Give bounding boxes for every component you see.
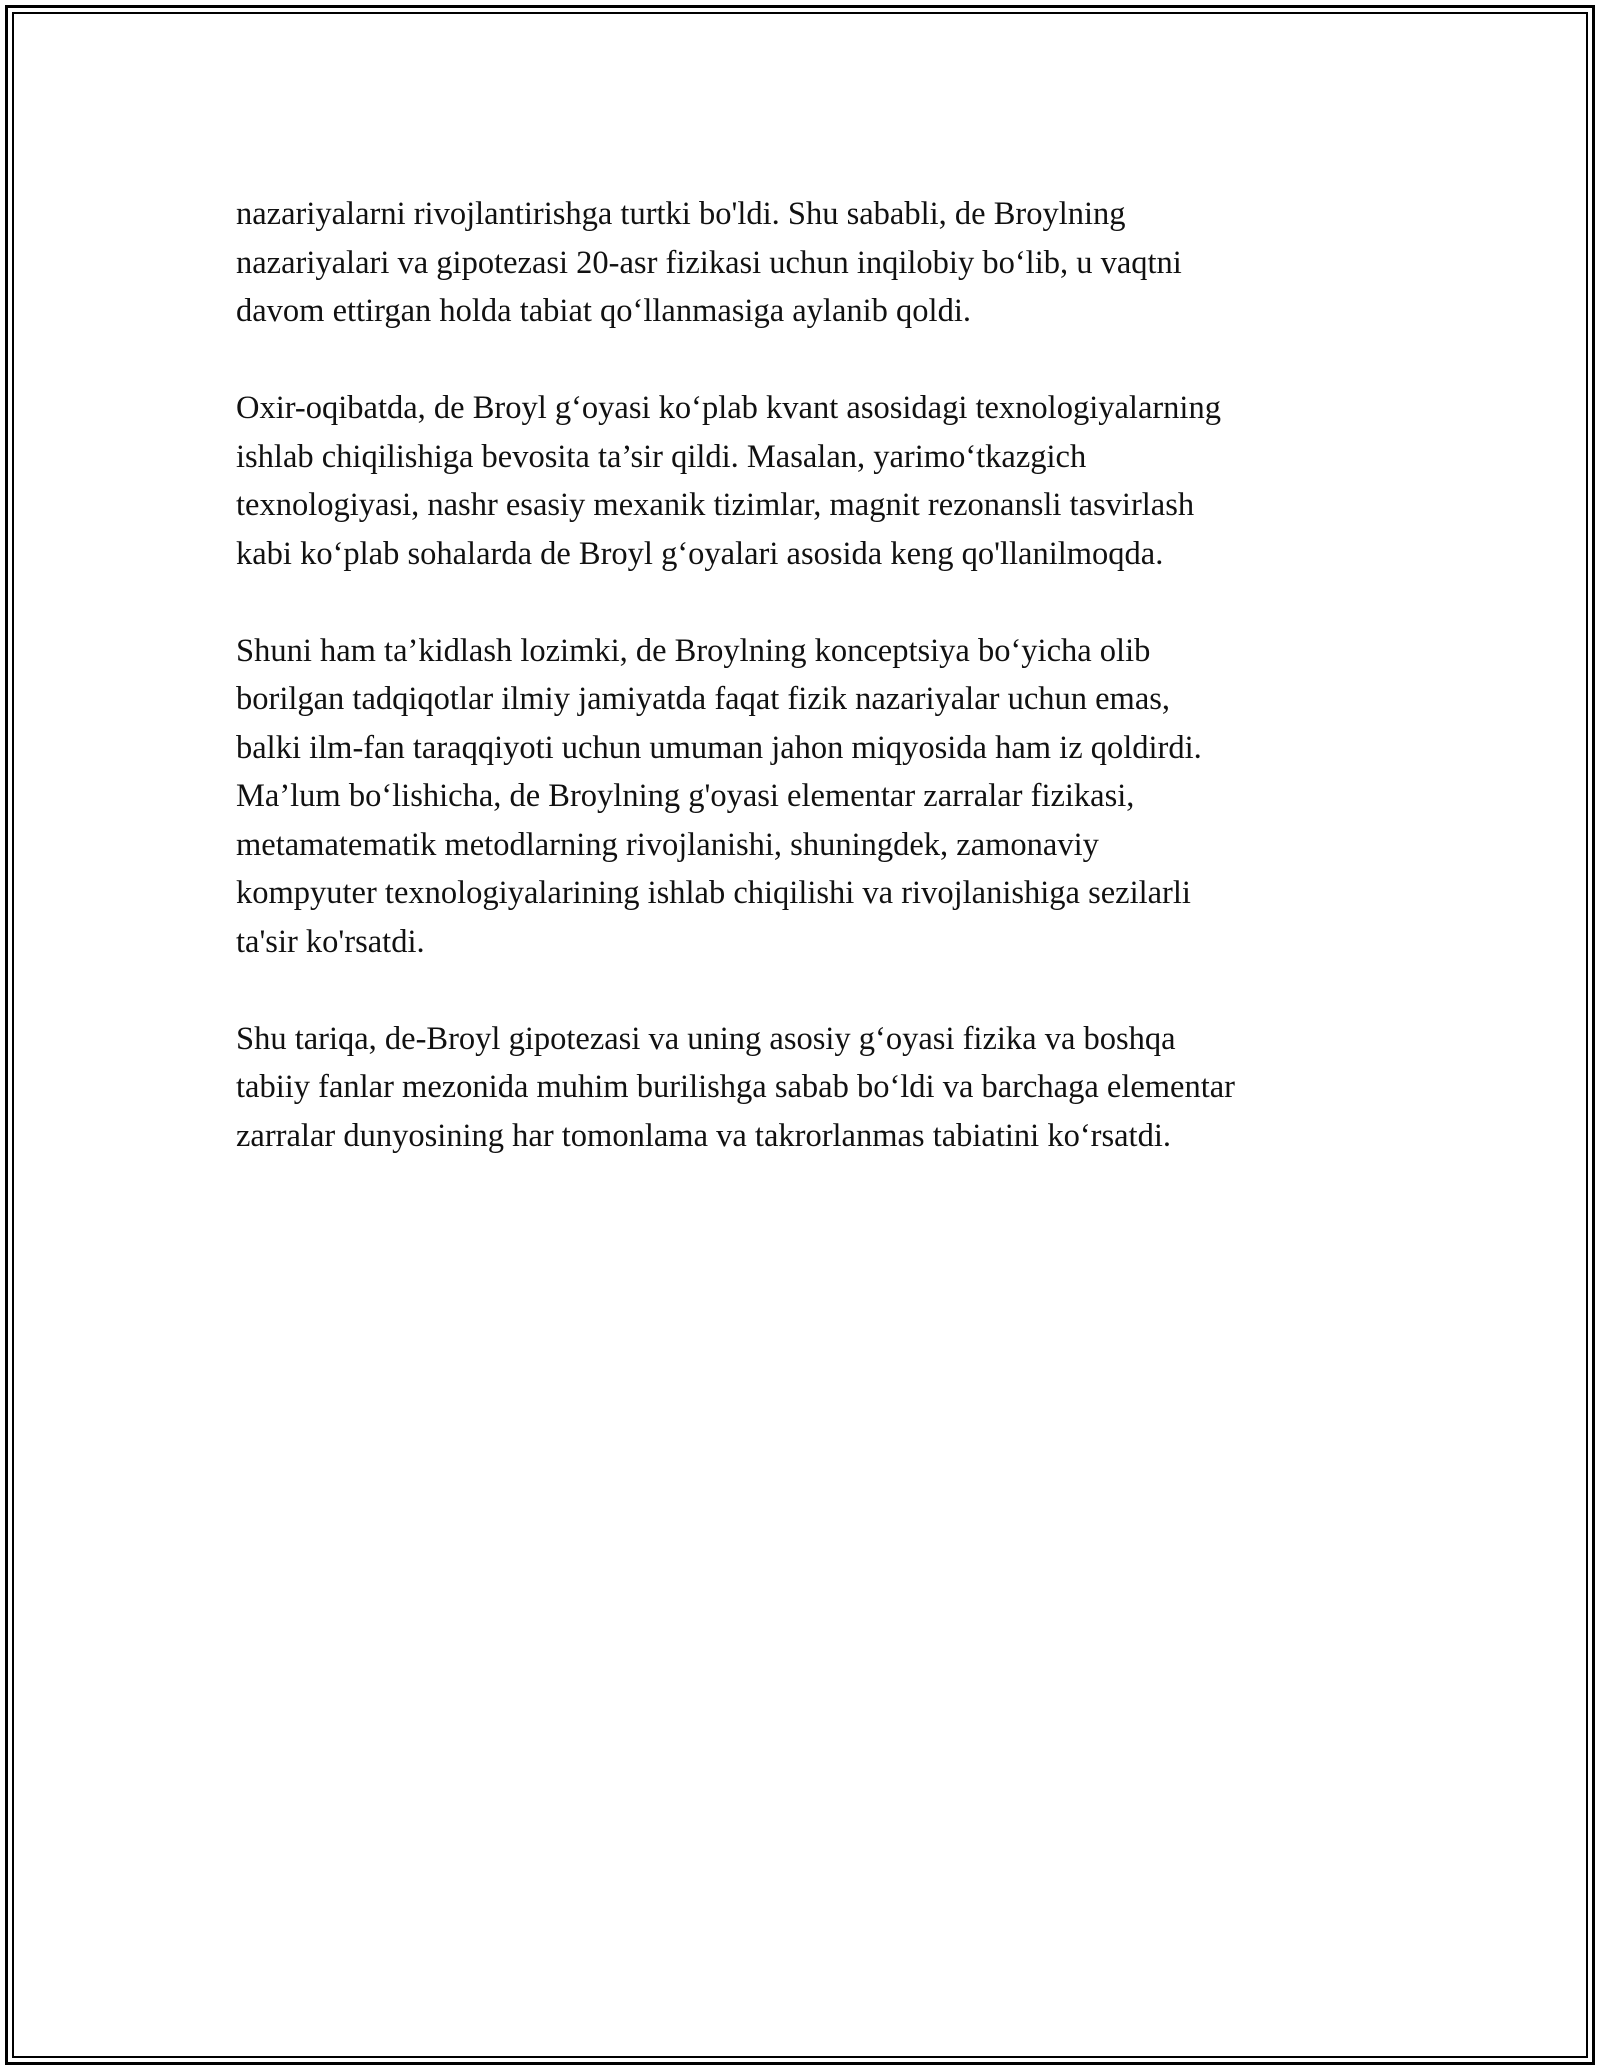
text-line: Shu tariqa, de-Broyl gipotezasi va uning asosiy g‘oyasi fizika va boshqa xyxy=(236,1020,1176,1057)
text-line: balki ilm-fan taraqqiyoti uchun umuman jahon miqyosida ham iz qoldirdi. xyxy=(236,729,1202,766)
text-line: borilgan tadqiqotlar ilmiy jamiyatda faqat fizik nazariyalar uchun emas, xyxy=(236,681,1171,717)
text-line: kompyuter texnologiyalarining ishlab chiqilishi va rivojlanishiga sezilarli xyxy=(236,875,1191,911)
text-line: ta'sir ko'rsatdi. xyxy=(236,923,425,960)
paragraph-3 xyxy=(236,627,1376,967)
paragraph-1 xyxy=(236,190,1376,336)
text-line: Ma’lum bo‘lishicha, de Broylning g'oyasi elementar zarralar fizikasi, xyxy=(236,778,1135,814)
text-line: davom ettirgan holda tabiat qo‘llanmasiga aylanib qoldi. xyxy=(236,293,971,329)
text-line: Oxir-oqibatda, de Broyl g‘oyasi ko‘plab kvant asosidagi texnologiyalarning xyxy=(236,390,1221,426)
text-line: tabiiy fanlar mezonida muhim burilishga sabab bo‘ldi va barchaga elementar xyxy=(236,1069,1236,1105)
text-line: kabi ko‘plab sohalarda de Broyl g‘oyalari asosida keng qo'llanilmoqda. xyxy=(236,535,1164,572)
text-line: Shuni ham ta’kidlash lozimki, de Broylning konceptsiya bo‘yicha olib xyxy=(236,632,1151,669)
paragraph-4 xyxy=(236,1015,1376,1161)
text-line: nazariyalarni rivojlantirishga turtki bo'ldi. Shu sababli, de Broylning xyxy=(236,196,1126,232)
document-body xyxy=(236,190,1376,1209)
text-line: texnologiyasi, nashr esasiy mexanik tizimlar, magnit rezonansli tasvirlash xyxy=(236,487,1195,523)
text-line: nazariyalari va gipotezasi 20-asr fizikasi uchun inqilobiy bo‘lib, u vaqtni xyxy=(236,244,1182,281)
text-line: zarralar dunyosining har tomonlama va takrorlanmas tabiatini ko‘rsatdi. xyxy=(236,1117,1171,1154)
text-line: metamatematik metodlarning rivojlanishi, shuningdek, zamonaviy xyxy=(236,826,1099,863)
paragraph-2 xyxy=(236,384,1376,578)
text-line: ishlab chiqilishiga bevosita ta’sir qildi. Masalan, yarimo‘tkazgich xyxy=(236,438,1087,475)
